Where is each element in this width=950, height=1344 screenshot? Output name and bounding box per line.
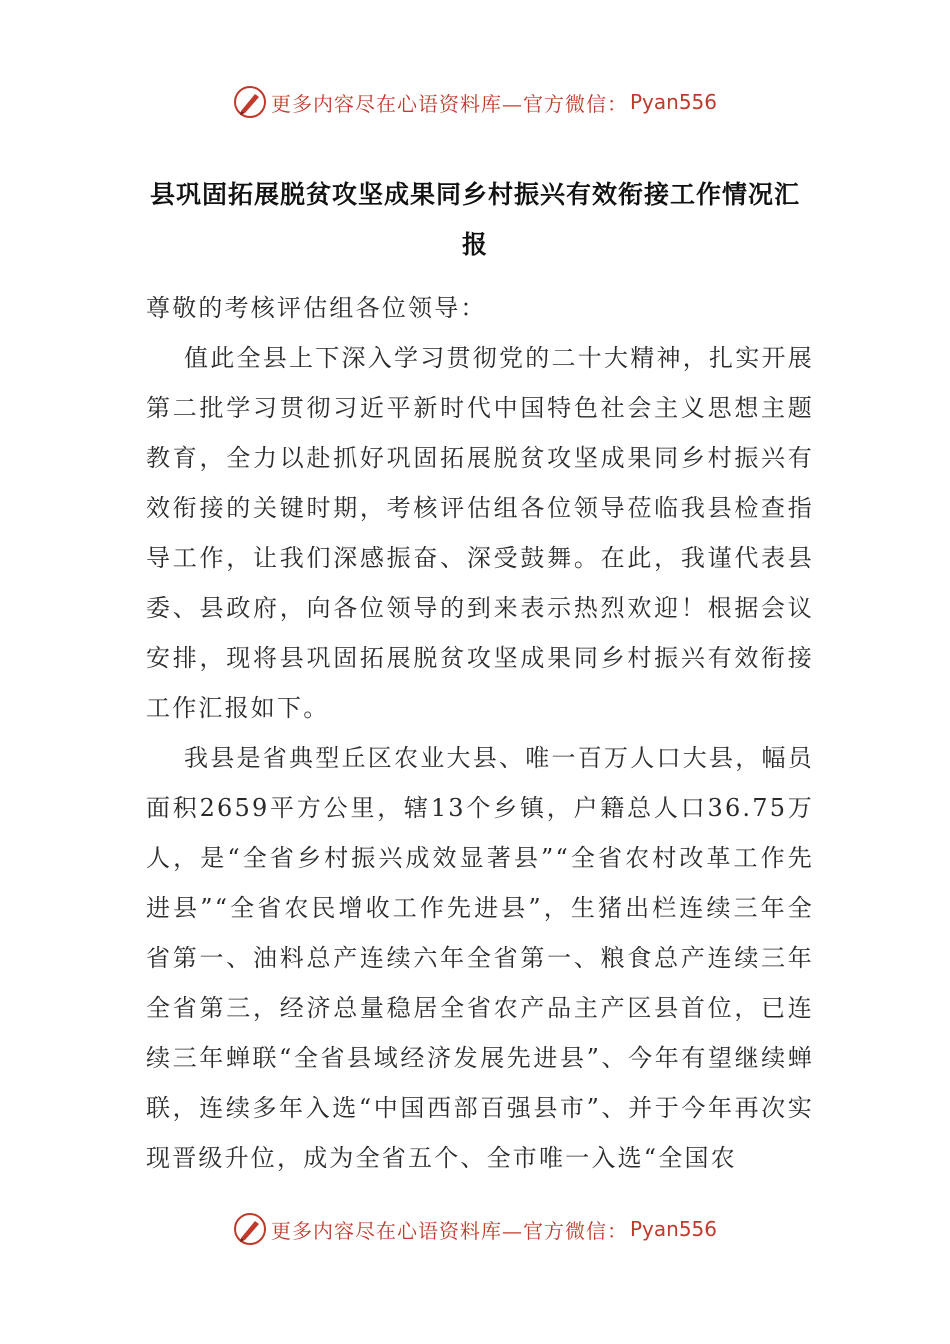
pen-logo-icon <box>233 85 267 119</box>
document-title: 县巩固拓展脱贫攻坚成果同乡村振兴有效衔接工作情况汇报 <box>149 180 800 259</box>
watermark-wechat-id: Pyan556 <box>629 90 717 114</box>
paragraph: 我县是省典型丘区农业大县、唯一百万人口大县，幅员面积2659平方公里，辖13个乡镇，户籍总人口36.75万人，是“全省乡村振兴成效显著县”“全省农村改革工作先进县”“全省农民增收工作先进县”，生猪出栏连续三年全省第一、油料总产连续六年全省第一、粮食总产连续三年全省第三，经济总量稳居全省农产品主产区县首位，已连续三年蝉联“全省县域经济发展先进县”、今年有望继续蝉联，连续多年入选“中国西部百强县市”、并于今年再次实现晋级升位，成为全省五个、全市唯一入选“全国农 <box>146 744 814 1172</box>
salutation: 尊敬的考核评估组各位领导： <box>146 294 487 322</box>
watermark-banner-bottom <box>0 1209 950 1249</box>
paragraph: 值此全县上下深入学习贯彻党的二十大精神，扎实开展第二批学习贯彻习近平新时代中国特色社会主义思想主题教育，全力以赴抓好巩固拓展脱贫攻坚成果同乡村振兴有效衔接的关键时期，考核评估组各位领导莅临我县检查指导工作，让我们深感振奋、深受鼓舞。在此，我谨代表县委、县政府，向各位领导的到来表示热烈欢迎！根据会议安排，现将县巩固拓展脱贫攻坚成果同乡村振兴有效衔接工作汇报如下。 <box>146 344 814 722</box>
pen-logo-icon <box>233 1212 267 1246</box>
watermark-banner-top <box>0 82 950 122</box>
document-body <box>146 283 814 1183</box>
watermark-text: 更多内容尽在心语资料库—官方微信： <box>270 91 628 116</box>
watermark-text: 更多内容尽在心语资料库—官方微信： <box>270 1218 628 1243</box>
watermark-wechat-id: Pyan556 <box>629 1217 717 1241</box>
